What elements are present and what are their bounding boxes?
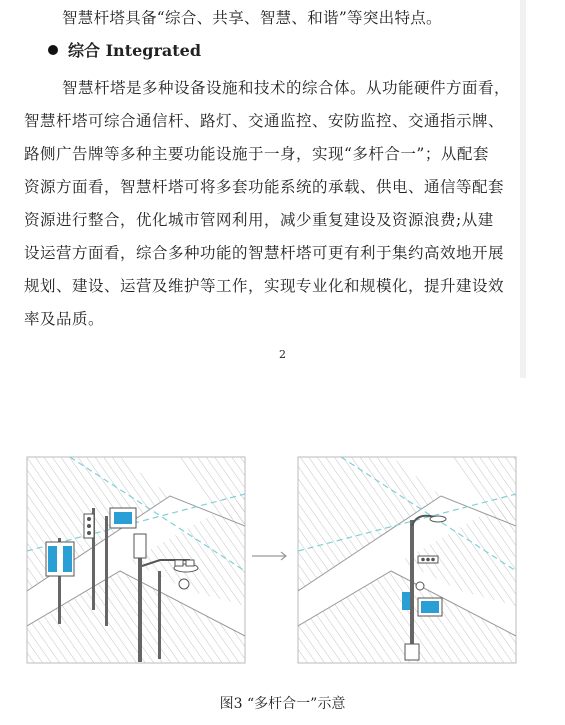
- paragraph-line: 资源进行整合，优化城市管网利用，减少重复建设及资源浪费;从建: [24, 211, 494, 229]
- bullet-icon: [48, 45, 58, 55]
- paragraph-line: 智慧杆塔可综合通信杆、路灯、交通监控、安防监控、交通指示牌、: [24, 112, 505, 130]
- page-number: 2: [279, 348, 286, 361]
- page-edge-shadow: [520, 0, 526, 378]
- section-heading: [48, 38, 201, 61]
- paragraph-line: 规划、建设、运营及维护等工作，实现专业化和规模化，提升建设效: [24, 277, 505, 295]
- figure-illustration: [0, 456, 565, 666]
- paragraph-line: 智慧杆塔是多种设备设施和技术的综合体。从功能硬件方面看，: [62, 79, 511, 97]
- paragraph-line: 资源方面看，智慧杆塔可将多套功能系统的承载、供电、通信等配套: [24, 178, 505, 196]
- paragraph-line: 路侧广告牌等多种主要功能设施于一身，实现“多杆合一”；从配套: [24, 145, 489, 163]
- right-panel-scene: [298, 457, 516, 663]
- heading-text: 综合 Integrated: [68, 41, 202, 60]
- paragraph-line: 设运营方面看，综合多种功能的智慧杆塔可更有利于集约高效地开展: [24, 244, 505, 262]
- intro-line: 智慧杆塔具备“综合、共享、智慧、和谐”等突出特点。: [62, 9, 442, 27]
- figure-caption: 图3 “多杆合一”示意: [219, 696, 346, 712]
- arrow-icon: [252, 552, 286, 560]
- left-panel-scene: [27, 457, 245, 663]
- paragraph-line: 率及品质。: [24, 310, 105, 328]
